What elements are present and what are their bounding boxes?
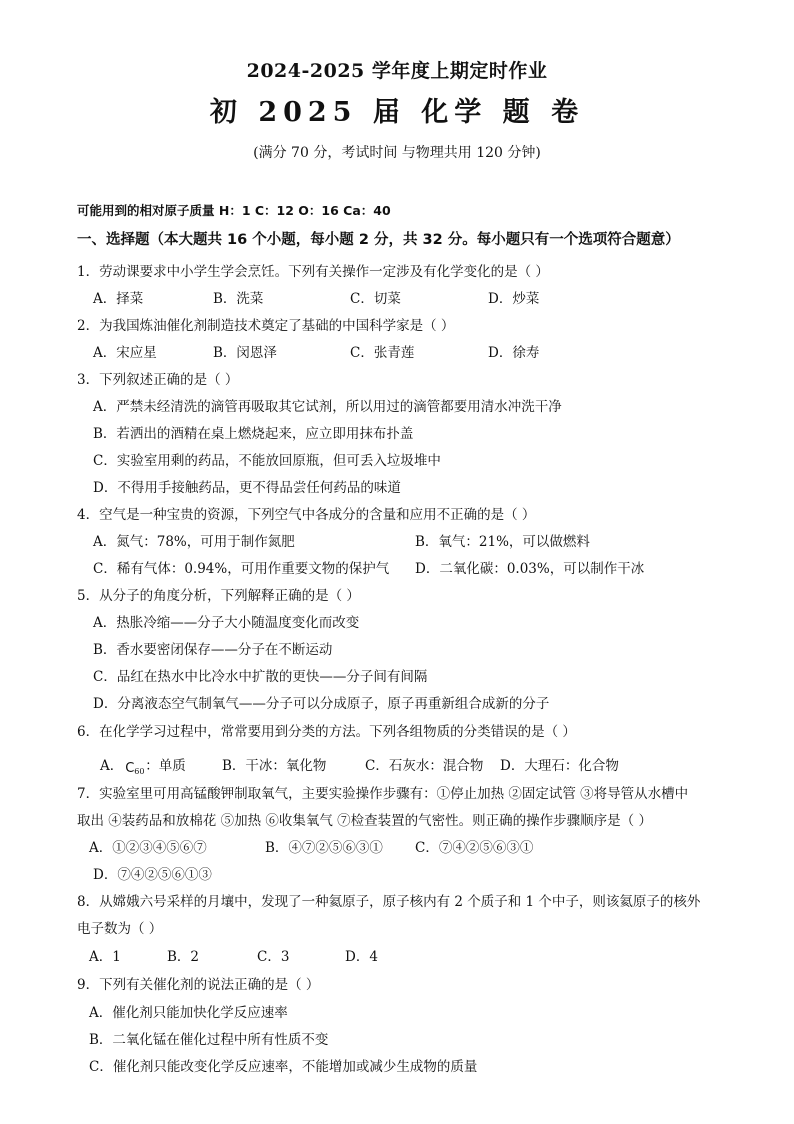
question-4-option-b: B．氧气：21%，可以做燃料	[415, 534, 590, 550]
question-5-option-b: B．香水要密闭保存——分子在不断运动	[93, 642, 333, 658]
question-3-option-a: A．严禁未经清洗的滴管再吸取其它试剂，所以用过的滴管都要用清水冲洗干净	[93, 399, 562, 415]
question-3-stem: 3．下列叙述正确的是（ ）	[77, 372, 239, 388]
question-6-option-b: B．干冰：氧化物	[222, 758, 327, 774]
question-1-stem: 1．劳动课要求中小学生学会烹饪。下列有关操作一定涉及有化学变化的是（ ）	[77, 264, 549, 280]
question-7-option-d: D．⑦④②⑤⑥①③	[93, 867, 212, 883]
c60-subscript: 60	[134, 767, 145, 776]
question-1-option-d: D．炒菜	[488, 291, 540, 307]
question-6-option-a-text: ：单质	[145, 758, 186, 774]
question-8-option-a: A．1	[89, 949, 121, 965]
question-8-option-b: B．2	[167, 949, 200, 965]
exam-title-year: 2024-2025 学年度上期定时作业	[246, 60, 548, 82]
question-5-stem: 5．从分子的角度分析，下列解释正确的是（ ）	[77, 588, 360, 604]
question-3-option-c: C．实验室用剩的药品，不能放回原瓶，但可丢入垃圾堆中	[93, 453, 441, 469]
question-2-stem: 2．为我国炼油催化剂制造技术奠定了基础的中国科学家是（ ）	[77, 318, 455, 334]
question-9-option-a: A．催化剂只能加快化学反应速率	[89, 1005, 288, 1021]
question-5-option-c: C．品红在热水中比冷水中扩散的更快——分子间有间隔	[93, 669, 428, 685]
question-4-option-c: C．稀有气体：0.94%，可用作重要文物的保护气	[93, 561, 390, 577]
question-5-option-a: A．热胀冷缩——分子大小随温度变化而改变	[93, 615, 360, 631]
question-7-option-a: A．①②③④⑤⑥⑦	[89, 840, 207, 856]
question-7-stem-line2: 取出 ④装药品和放棉花 ⑤加热 ⑥收集氧气 ⑦检查装置的气密性。则正确的操作步骤顺序是（ ）	[77, 813, 652, 829]
c60-symbol: C	[125, 761, 135, 776]
question-7-option-b: B．④⑦②⑤⑥③①	[265, 840, 383, 856]
question-6-stem: 6．在化学学习过程中，常常要用到分类的方法。下列各组物质的分类错误的是（ ）	[77, 724, 576, 740]
question-4-option-d: D．二氧化碳：0.03%，可以制作干冰	[415, 561, 645, 577]
question-7-stem-line1: 7．实验室里可用高锰酸钾制取氧气，主要实验操作步骤有：①停止加热 ②固定试管 ③将导管从水槽中	[77, 786, 689, 802]
question-1-option-a: A．择菜	[93, 291, 144, 307]
question-4-option-a: A．氮气：78%，可用于制作氮肥	[93, 534, 295, 550]
question-3-option-d: D．不得用手接触药品，更不得品尝任何药品的味道	[93, 480, 401, 496]
question-6-option-a	[100, 754, 186, 774]
question-2-option-b: B．闵恩泽	[213, 345, 277, 361]
question-6-option-a-prefix: A．	[100, 758, 124, 774]
question-2-option-d: D．徐寿	[488, 345, 540, 361]
question-6-option-d: D．大理石：化合物	[500, 758, 619, 774]
question-2-option-c: C．张青莲	[350, 345, 415, 361]
question-8-stem-line1: 8．从嫦娥六号采样的月壤中，发现了一种氦原子，原子核内有 2 个质子和 1 个中子，则该氦原子的核外	[77, 894, 701, 910]
question-3-option-b: B．若洒出的酒精在桌上燃烧起来，应立即用抹布扑盖	[93, 426, 414, 442]
question-9-option-b: B．二氧化锰在催化过程中所有性质不变	[89, 1032, 329, 1048]
question-9-stem: 9．下列有关催化剂的说法正确的是（ ）	[77, 977, 320, 993]
atomic-masses: 可能用到的相对原子质量 H：1 C：12 O：16 Ca：40	[77, 203, 391, 218]
question-1-option-b: B．洗菜	[213, 291, 264, 307]
question-5-option-d: D．分离液态空气制氧气——分子可以分成原子，原子再重新组合成新的分子	[93, 696, 550, 712]
question-6-option-c: C．石灰水：混合物	[365, 758, 484, 774]
question-8-option-c: C．3	[257, 949, 290, 965]
question-8-option-d: D．4	[345, 949, 378, 965]
question-8-stem-line2: 电子数为（ ）	[77, 921, 163, 937]
question-1-option-c: C．切菜	[350, 291, 401, 307]
question-9-option-c: C．催化剂只能改变化学反应速率，不能增加或减少生成物的质量	[89, 1059, 478, 1075]
section-title-choice: 一、选择题（本大题共 16 个小题，每小题 2 分，共 32 分。每小题只有一个选项符合题意）	[77, 232, 680, 248]
question-2-option-a: A．宋应星	[93, 345, 157, 361]
question-7-option-c: C．⑦④②⑤⑥③①	[415, 840, 534, 856]
exam-subtitle: (满分 70 分，考试时间 与物理共用 120 分钟)	[253, 145, 541, 161]
exam-title-subject: 初 2025 届 化学 题 卷	[209, 97, 585, 128]
question-4-stem: 4．空气是一种宝贵的资源，下列空气中各成分的含量和应用不正确的是（ ）	[77, 507, 536, 523]
